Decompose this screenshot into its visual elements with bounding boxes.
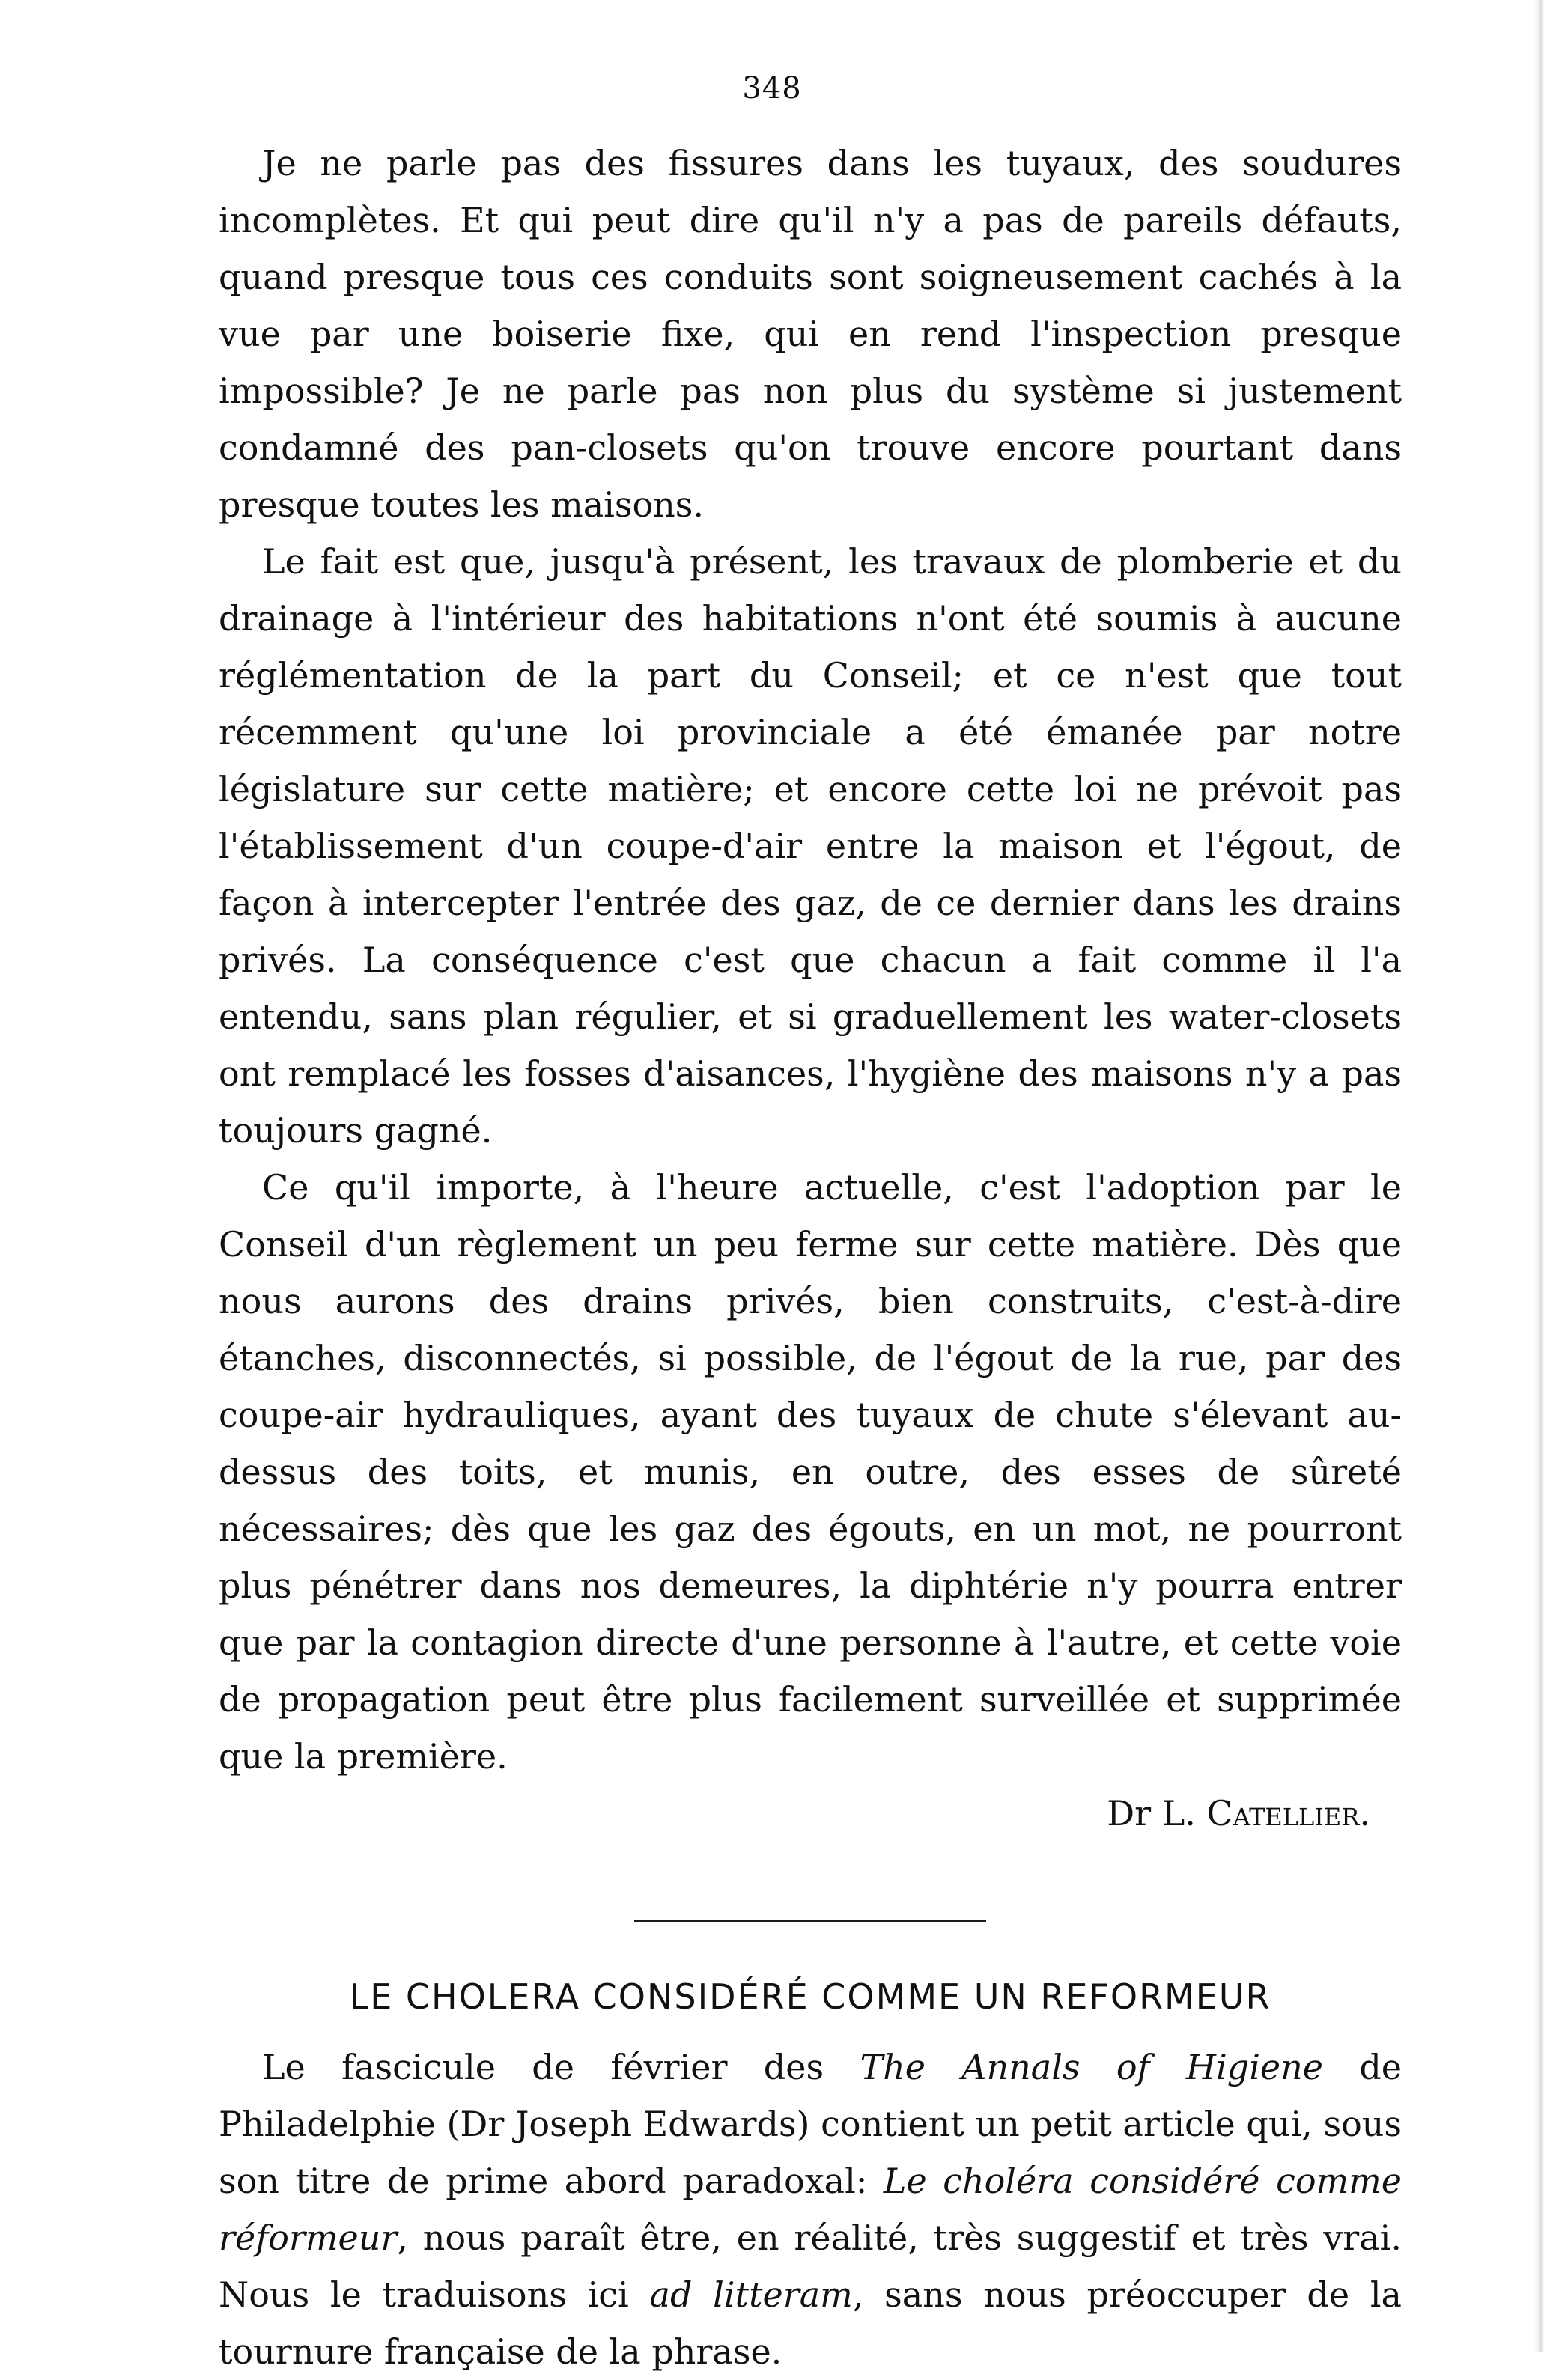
- article-title: Le choléra considéré comme réformeur: [219, 2161, 1402, 2258]
- page-body: [219, 135, 1402, 2380]
- paragraph-fissures: Je ne parle pas des fissures dans les tuyaux, des soudures incomplètes. Et qui peut dire qu'il n'y a pas de pareils défauts, quand presque tous ces conduits sont soigneusement cachés à la vue par une boiserie fixe, qui en rend l'inspection presque impossible? Je ne parle pas non plus du système si justement condamné des pan-closets qu'on trouve encore pourtant dans presque toutes les maisons.: [219, 143, 1402, 525]
- intro-text-1: Le fascicule de février des: [262, 2047, 860, 2087]
- intro-text-2: de Philadelphie (Dr Joseph Edwards) contient un petit article qui, sous son titre de prime abord paradoxal:: [219, 2047, 1402, 2201]
- page-number: 348: [742, 71, 802, 106]
- section-heading: LE CHOLERA CONSIDÉRÉ COMME UN REFORMEUR: [349, 1976, 1271, 2017]
- paragraph-reglement: Ce qu'il importe, à l'heure actuelle, c'est l'adoption par le Conseil d'un règlement un peu ferme sur cette matière. Dès que nous aurons des drains privés, bien construits, c'est-à-dire étanches, disconnectés, si possible, de l'égout de la rue, par des coupe-air hydrauliques, ayant des tuyaux de chute s'élevant au-dessus des toits, et munis, en outre, des esses de sûreté nécessaires; dès que les gaz des égouts, en un mot, ne pourront plus pénétrer dans nos demeures, la diphtérie n'y pourra entrer que par la contagion directe d'une personne à l'autre, et cette voie de propagation peut être plus facilement surveillée et supprimée que la première.: [219, 1167, 1402, 1777]
- author-signature: [219, 1785, 1402, 1842]
- section-divider: [634, 1920, 986, 1922]
- paragraph-plomberie: Le fait est que, jusqu'à présent, les travaux de plomberie et du drainage à l'intérieur des habitations n'ont été soumis à aucune réglémentation de la part du Conseil; et ce n'est que tout récemment qu'une loi provinciale a été émanée par notre législature sur cette matière; et encore cette loi ne prévoit pas l'établissement d'un coupe-d'air entre la maison et l'égout, de façon à intercepter l'entrée des gaz, de ce dernier dans les drains privés. La conséquence c'est que chacun a fait comme il l'a entendu, sans plan régulier, et si graduellement les water-closets ont remplacé les fosses d'aisances, l'hygiène des maisons n'y a pas toujours gagné.: [219, 541, 1402, 1151]
- signature-name: L. Catellier.: [1161, 1793, 1370, 1833]
- intro-text-3: , nous paraît être, en réalité, très suggestif et très vrai. Nous le traduisons ici: [219, 2218, 1402, 2315]
- intro-text-4: , sans nous préoccuper de la tournure française de la phrase.: [219, 2274, 1402, 2372]
- journal-title: The Annals of Higiene: [860, 2047, 1323, 2087]
- page-edge-shadow: [1534, 0, 1544, 2352]
- signature-title: Dr: [1107, 1793, 1152, 1833]
- paragraph-cholera-intro: [219, 2039, 1402, 2380]
- latin-phrase: ad litteram: [649, 2274, 853, 2315]
